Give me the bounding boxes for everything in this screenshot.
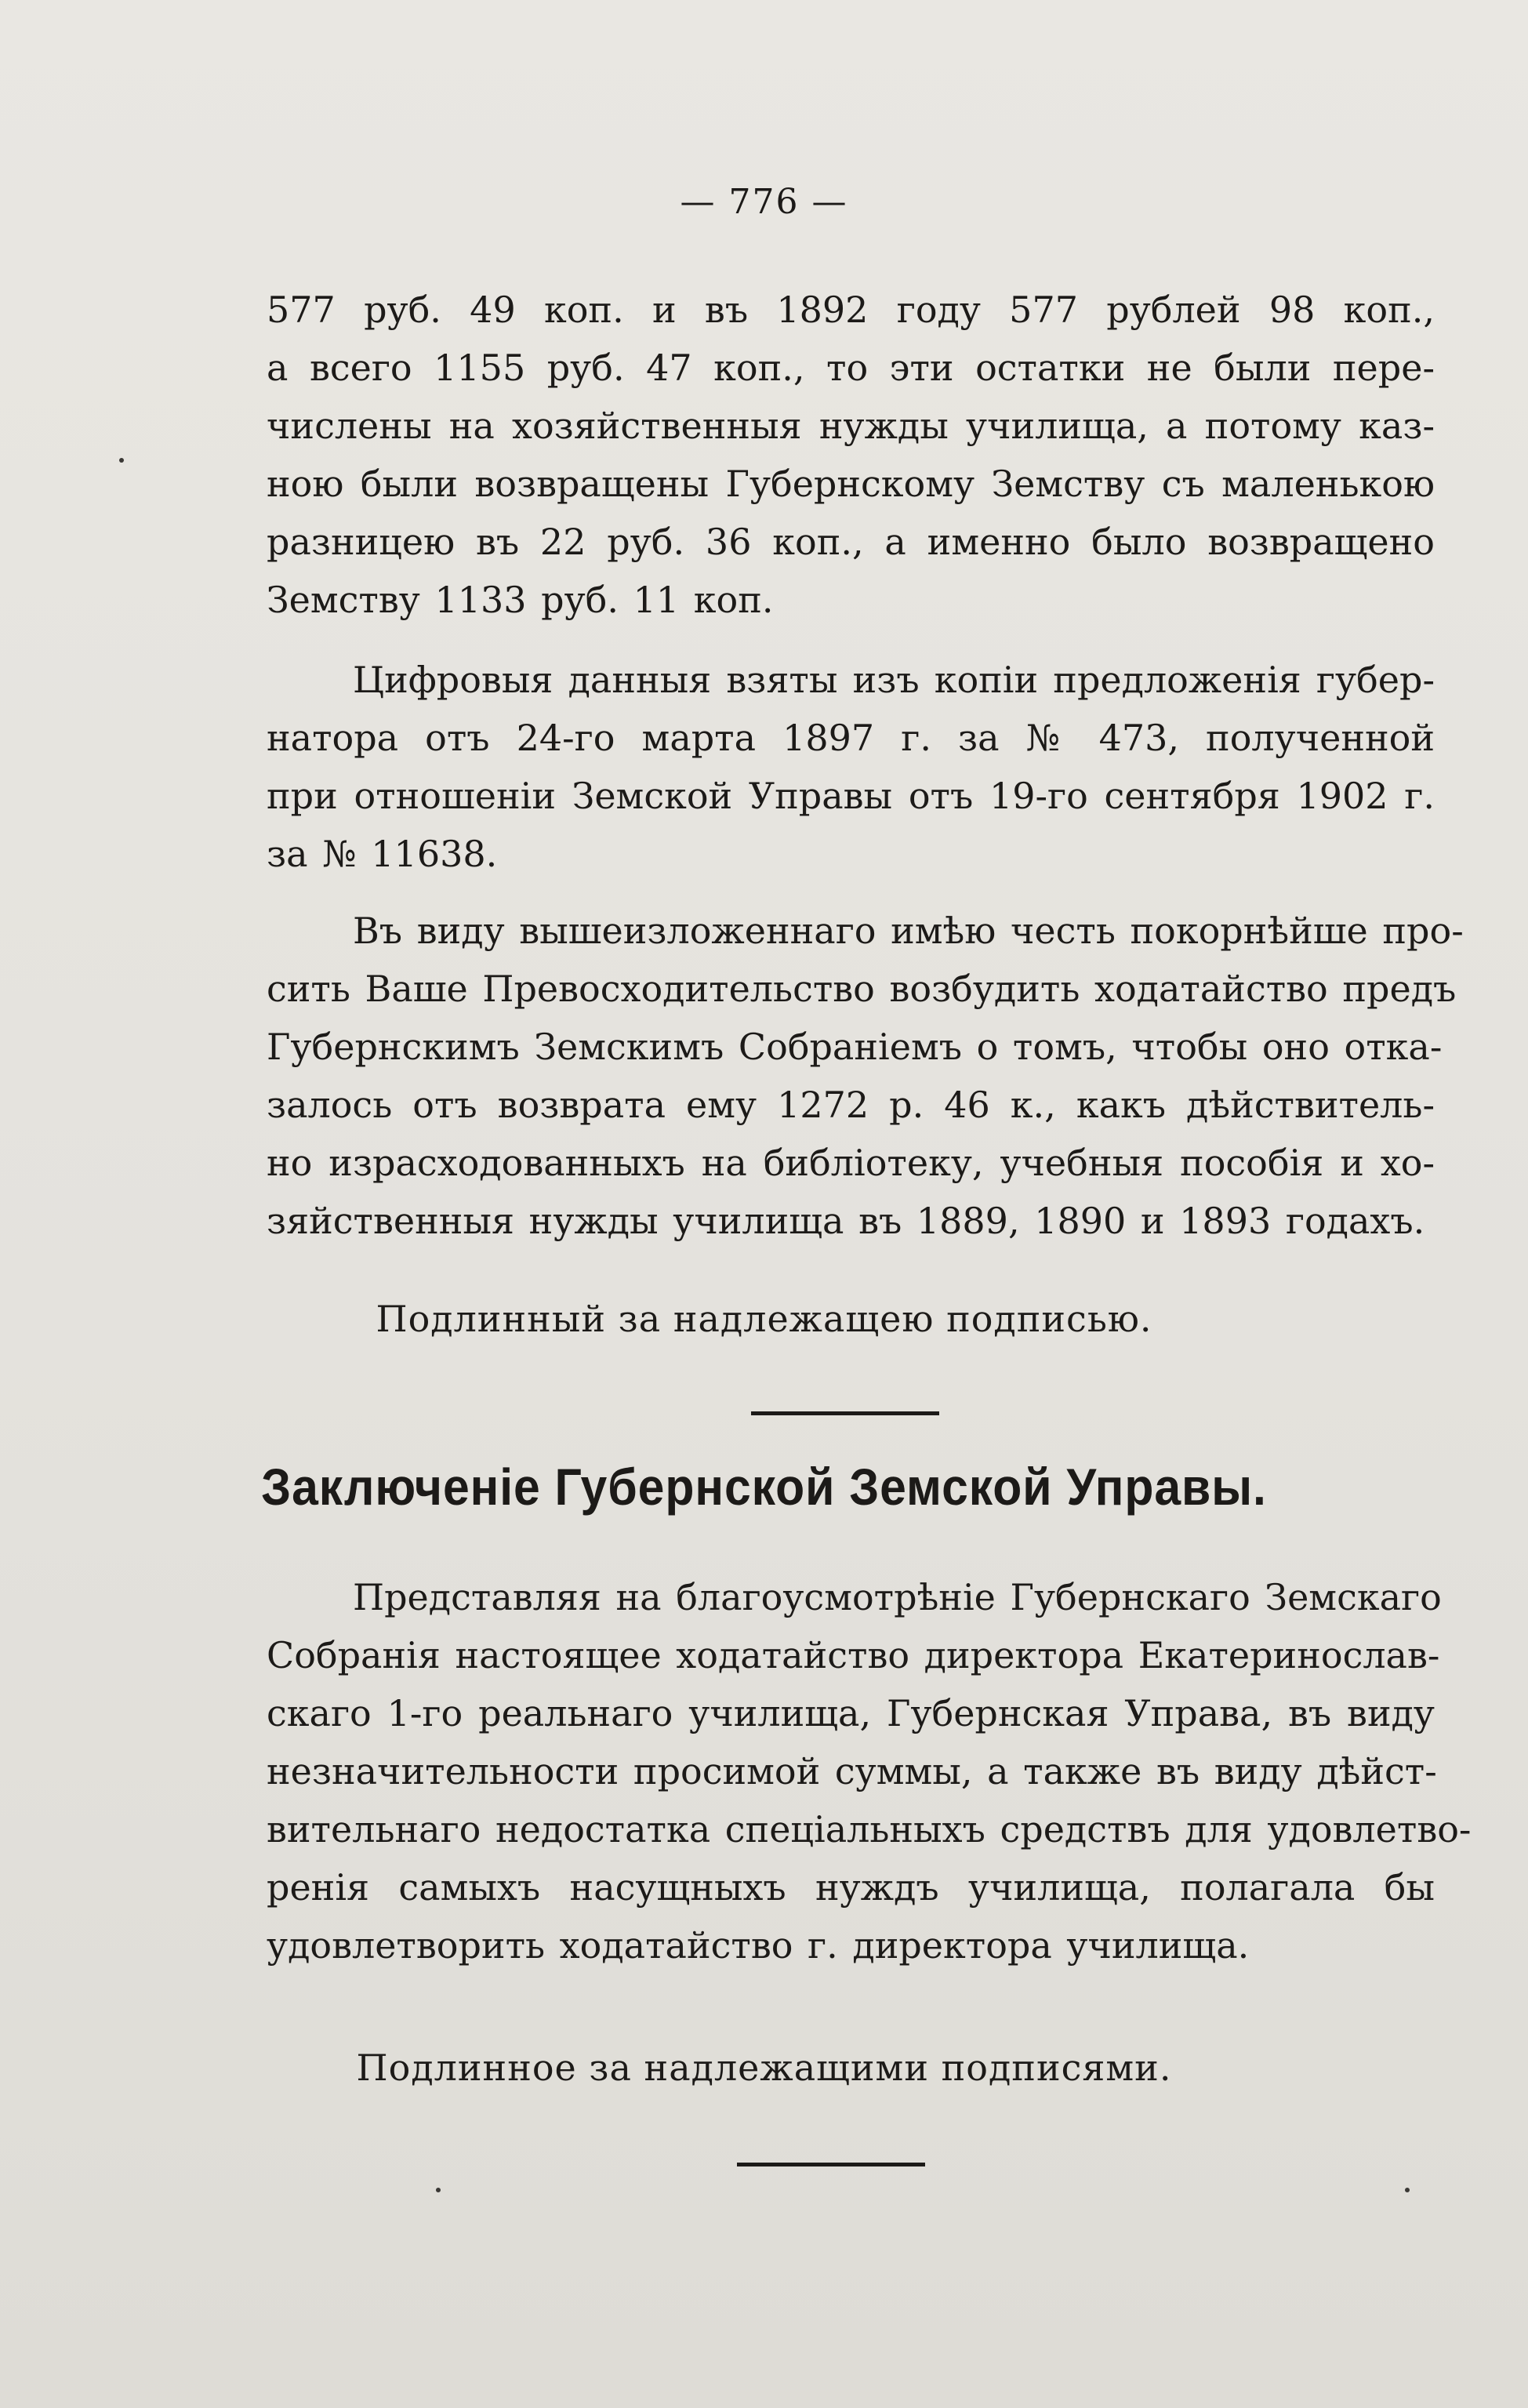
text-line: незначительности просимой суммы, а также въ виду дѣйст- xyxy=(267,1750,1437,1792)
text-line: Въ виду вышеизложеннаго имѣю честь покорнѣйше про- xyxy=(353,910,1464,952)
paragraph-petition xyxy=(267,902,1464,1250)
text-line: Представляя на благоусмотрѣніе Губернскаго Земскаго xyxy=(353,1576,1442,1618)
text-line: за № 11638. xyxy=(267,833,498,875)
section-heading: Заключеніе Губернской Земской Управы. xyxy=(261,1458,1267,1516)
text-line: Губернскимъ Земскимъ Собраніемъ о томъ, чтобы оно отка- xyxy=(267,1026,1443,1068)
text-line: разницею въ 22 руб. 36 коп., а именно было возвращено xyxy=(267,521,1435,563)
signature-note: Подлинное за надлежащими подписями. xyxy=(356,2047,1172,2089)
text-line: при отношеніи Земской Управы отъ 19-го сентября 1902 г. xyxy=(267,775,1435,817)
text-line: вительнаго недостатка спеціальныхъ средствъ для удовлетво- xyxy=(267,1808,1472,1850)
text-line: а всего 1155 руб. 47 коп., то эти остатки не были пере- xyxy=(267,347,1435,389)
text-line: скаго 1-го реальнаго училища, Губернская Управа, въ виду xyxy=(267,1692,1435,1734)
text-line: Цифровыя данныя взяты изъ копіи предложенія губер- xyxy=(353,659,1435,701)
text-line: 577 руб. 49 коп. и въ 1892 году 577 рублей 98 коп., xyxy=(267,289,1435,331)
ink-speck xyxy=(1405,2188,1410,2192)
text-line: удовлетворить ходатайство г. директора училища. xyxy=(267,1924,1250,1967)
paragraph-continuation xyxy=(267,281,1435,629)
paragraph-source-note xyxy=(267,651,1435,883)
text-line: Земству 1133 руб. 11 коп. xyxy=(267,579,774,621)
paragraph-conclusion xyxy=(267,1568,1472,1974)
ink-speck xyxy=(436,2188,441,2192)
text-line: зяйственныя нужды училища въ 1889, 1890 и 1893 годахъ. xyxy=(267,1200,1425,1242)
text-line: Собранія настоящее ходатайство директора Екатеринослав- xyxy=(267,1634,1440,1676)
page-number: — 776 — xyxy=(680,182,848,222)
ink-speck xyxy=(119,458,124,463)
signature-note: Подлинный за надлежащею подписью. xyxy=(376,1298,1152,1340)
end-divider xyxy=(737,2163,925,2166)
text-line: ренія самыхъ насущныхъ нуждъ училища, полагала бы xyxy=(267,1866,1435,1909)
text-line: сить Ваше Превосходительство возбудить ходатайство предъ xyxy=(267,968,1457,1010)
text-line: залось отъ возврата ему 1272 р. 46 к., какъ дѣйствитель- xyxy=(267,1084,1435,1126)
text-line: но израсходованныхъ на библіотеку, учебныя пособія и хо- xyxy=(267,1142,1435,1184)
text-line: натора отъ 24-го марта 1897 г. за № 473, полученной xyxy=(267,717,1435,759)
text-line: ною были возвращены Губернскому Земству съ маленькою xyxy=(267,463,1435,505)
section-divider xyxy=(751,1411,939,1415)
text-line: числены на хозяйственныя нужды училища, а потому каз- xyxy=(267,405,1435,447)
